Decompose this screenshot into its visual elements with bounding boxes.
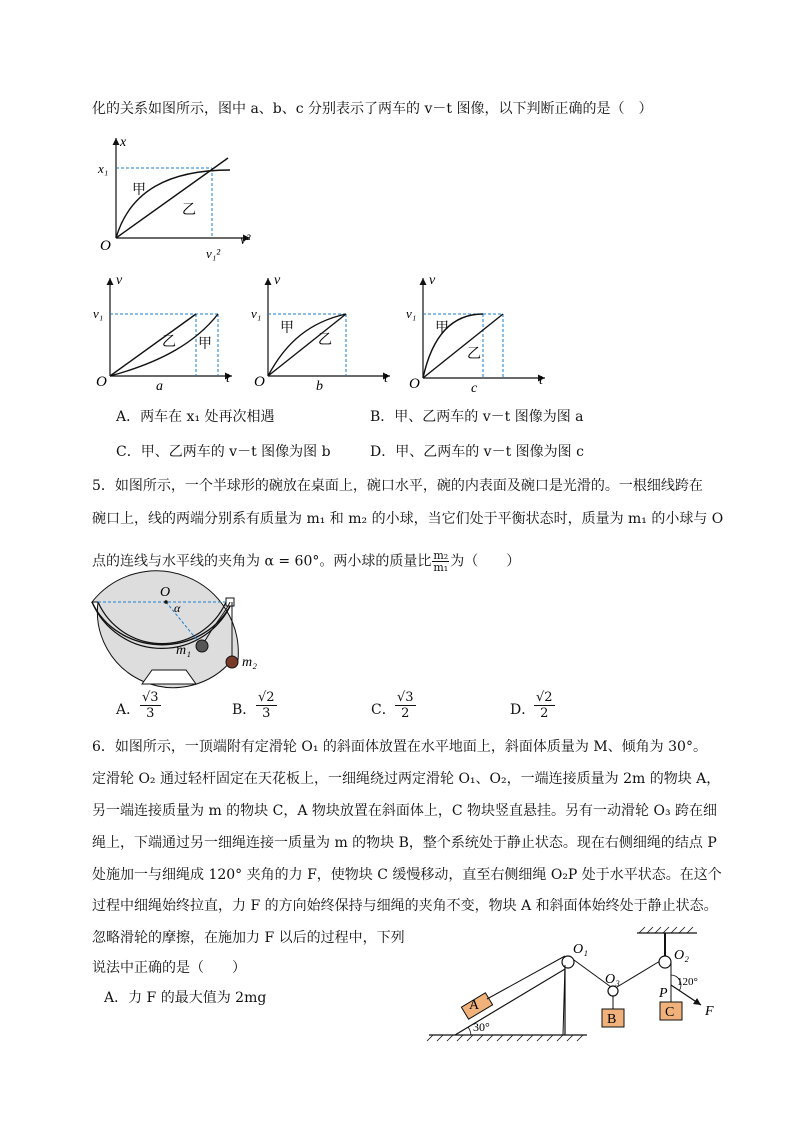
q5-line-3-post: 为（ ） [450, 553, 521, 570]
label-o3: O₃ [605, 972, 620, 987]
label-o1: O₁ [573, 942, 588, 957]
caption-b: b [316, 379, 323, 394]
mass-ratio [432, 550, 449, 573]
graph-x-v2 [90, 130, 270, 270]
label-lower: 甲 [198, 337, 212, 352]
q5-a-den: 3 [146, 706, 155, 721]
q5-line-3-pre: 点的连线与水平线的夹角为 α = 60°。两小球的质量比 [92, 553, 432, 570]
q6-line-8: 说法中正确的是（ ） [92, 960, 246, 976]
caption-c: c [471, 381, 478, 396]
label-v: v [429, 273, 436, 288]
q6-line-6: 过程中细绳始终拉直，力 F 的方向始终保持与细绳的夹角不变，物块 A 和斜面体始终处于静止状态。 [92, 898, 718, 914]
label-origin: O [100, 238, 111, 254]
label-c: C [665, 1005, 675, 1020]
q6-line-7: 忽略滑轮的摩擦，在施加力 F 以后的过程中，下列 [92, 930, 405, 946]
caption-a: a [156, 379, 163, 394]
ball-m1 [196, 640, 208, 652]
q5-c-den: 2 [401, 706, 410, 721]
q5-b-num: √2 [258, 690, 275, 705]
q5-option-c-label[interactable]: C． [371, 702, 396, 718]
label-origin: O [409, 376, 420, 392]
bowl-figure [92, 584, 282, 688]
q6-line-4: 绳上，下端通过另一细绳连接一质量为 m 的物块 B，整个系统处于静止状态。现在右侧细绳的结点 P [92, 835, 717, 851]
pulley-o3 [608, 986, 618, 996]
ceiling-hatch [639, 927, 693, 933]
label-lower: 乙 [467, 347, 481, 362]
label-t: t [226, 371, 230, 386]
label-v: v [116, 273, 123, 288]
label-v1: v₁ [251, 306, 262, 321]
label-b: B [607, 1012, 617, 1027]
ratio-num: m₂ [433, 549, 449, 562]
q5-option-b-frac[interactable] [256, 690, 277, 721]
label-t: t [539, 373, 543, 388]
q5-line-2: 碗口上，线的两端分别系有质量为 m₁ 和 m₂ 的小球，当它们处于平衡状态时，质量为 m₁ 的小球与 O [92, 511, 724, 527]
label-m1: m₁ [176, 643, 191, 658]
q4-stem-tail: 化的关系如图所示，图中 a、b、c 分别表示了两车的 v－t 图像，以下判断正确的是（ ） [92, 101, 653, 117]
label-v1sq: v₁² [206, 246, 221, 261]
label-origin: O [254, 374, 265, 390]
ball-m2 [226, 656, 238, 668]
q6-option-a[interactable]: A．力 F 的最大值为 2mg [104, 990, 267, 1006]
label-v: v [274, 273, 281, 288]
curve-decel [423, 314, 483, 378]
q5-b-den: 3 [262, 706, 271, 721]
q5-option-d-frac[interactable] [534, 690, 555, 721]
q6-line-2: 定滑轮 O₂ 通过轻杆固定在天花板上，一细绳绕过两定滑轮 O₁、O₂，一端连接质量为 2m 的物块 A， [92, 771, 721, 787]
q4-option-d[interactable]: D．甲、乙两车的 v－t 图像为图 c [370, 444, 584, 460]
q5-option-a-label[interactable]: A． [116, 702, 141, 718]
label-p: P [659, 986, 668, 1001]
label-120: 120° [677, 976, 698, 988]
ratio-den: m₁ [433, 561, 449, 574]
line-yi [116, 158, 228, 238]
label-m2: m₂ [242, 655, 257, 670]
label-yi: 乙 [182, 203, 196, 218]
label-x1: x₁ [98, 161, 109, 176]
graph-vt-c [405, 272, 555, 396]
q5-d-den: 2 [540, 706, 549, 721]
label-o: O [160, 585, 171, 600]
q5-a-num: √3 [142, 690, 159, 705]
label-x: x [120, 135, 127, 150]
angle-arc [468, 1027, 471, 1035]
label-f: F [705, 1004, 714, 1019]
q5-line-3 [92, 550, 520, 573]
q5-option-b-label[interactable]: B． [232, 702, 257, 718]
label-t: t [384, 371, 388, 386]
label-o2: O₂ [674, 948, 689, 963]
label-upper: 乙 [162, 335, 176, 350]
label-alpha: α [174, 601, 181, 615]
q6-line-5: 处施加一与细绳成 120° 夹角的力 F，使物块 C 缓慢移动，直至右侧细绳 O₂P 处于水平状态。在这个 [92, 867, 722, 883]
label-upper: 甲 [435, 321, 449, 336]
graph-vt-b [250, 272, 400, 392]
pulley-figure [425, 925, 730, 1043]
label-a: A [469, 998, 480, 1013]
pulley-o1 [562, 956, 574, 968]
q5-d-num: √2 [536, 690, 553, 705]
center-o [164, 600, 168, 604]
label-v1: v₁ [93, 306, 104, 321]
ground-hatch [427, 1035, 583, 1041]
bowl-stand [142, 670, 196, 684]
string-o3-o2 [617, 961, 660, 987]
pulley-o2 [659, 956, 671, 968]
label-lower: 乙 [318, 333, 332, 348]
q5-option-a-frac[interactable] [140, 690, 161, 721]
curve-jia [116, 170, 230, 238]
graph-vt-a [92, 272, 242, 392]
q5-option-d-label[interactable]: D． [510, 702, 536, 718]
q5-option-c-frac[interactable] [395, 690, 416, 721]
label-origin: O [96, 374, 107, 390]
q6-line-1: 6．如图所示，一顶端附有定滑轮 O₁ 的斜面体放置在水平地面上，斜面体质量为 M、倾角为 30°。 [92, 739, 707, 755]
label-jia: 甲 [132, 183, 146, 198]
q6-line-3: 另一端连接质量为 m 的物块 C，A 物块放置在斜面体上，C 物块竖直悬挂。另有一动滑轮 O₃ 跨在细 [92, 803, 718, 819]
label-v1: v₁ [406, 306, 417, 321]
q5-c-num: √3 [397, 690, 414, 705]
q4-option-b[interactable]: B．甲、乙两车的 v－t 图像为图 a [370, 409, 584, 425]
q5-line-1: 5．如图所示，一个半球形的碗放在桌面上，碗口水平，碗的内表面及碗口是光滑的。一根细线跨在 [92, 478, 703, 494]
label-30: 30° [473, 1020, 490, 1034]
label-upper: 甲 [280, 321, 294, 336]
label-v2: v² [240, 233, 251, 248]
q4-option-a[interactable]: A．两车在 x₁ 处再次相遇 [116, 409, 275, 425]
q4-option-c[interactable]: C．甲、乙两车的 v－t 图像为图 b [116, 444, 331, 460]
